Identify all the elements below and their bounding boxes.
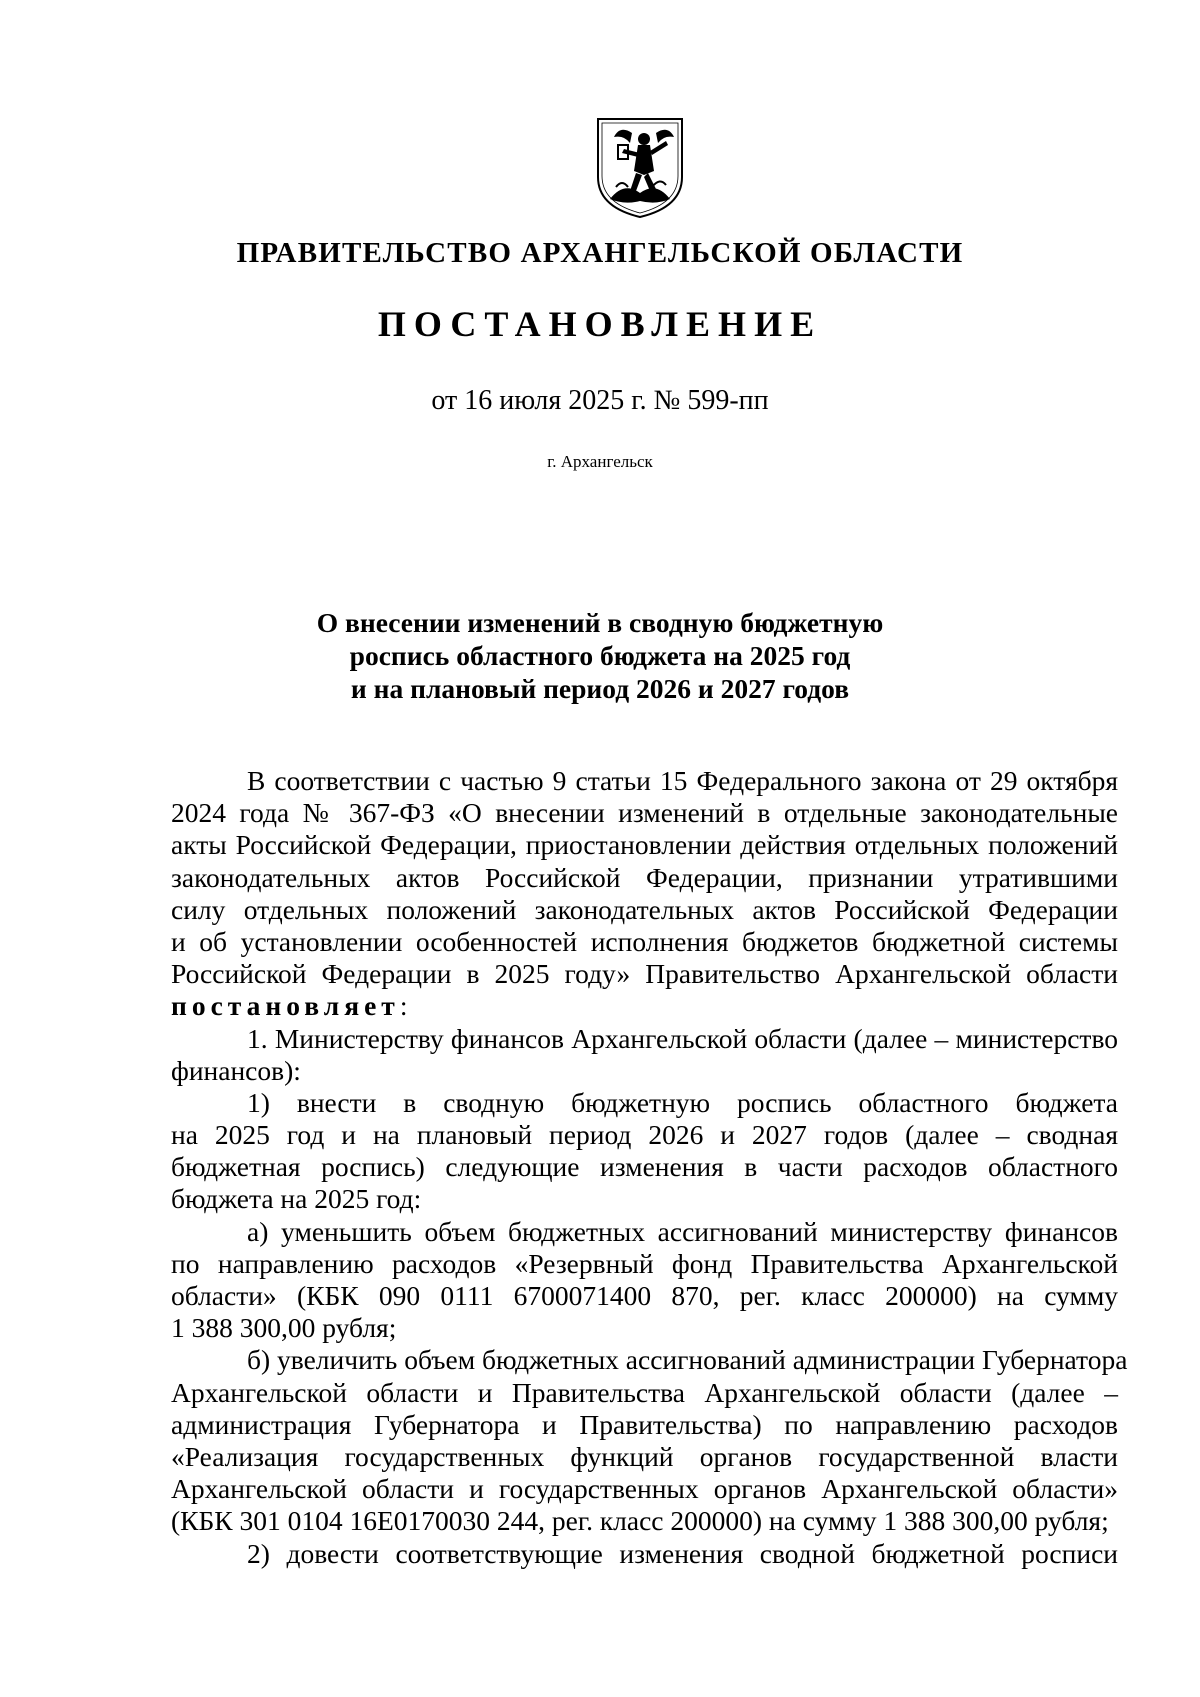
body-line: акты Российской Федерации, приостановлении действия отдельных положений: [171, 829, 1118, 861]
body-line: Архангельской области и государственных органов Архангельской области»: [171, 1473, 1118, 1505]
document-type: ПОСТАНОВЛЕНИЕ: [377, 304, 823, 344]
body-line: бюджета на 2025 год:: [171, 1183, 422, 1215]
body-line: Архангельской области и Правительства Архангельской области (далее –: [171, 1376, 1118, 1408]
body-line: Российской Федерации в 2025 году» Правительство Архангельской области: [171, 958, 1118, 990]
body-line: (КБК 301 0104 16Е0170030 244, рег. класс 200000) на сумму 1 388 300,00 рубля;: [171, 1505, 1109, 1537]
body-line: по направлению расходов «Резервный фонд Правительства Архангельской: [171, 1247, 1118, 1279]
resolves-line: [171, 990, 1118, 1022]
body-line: администрация Губернатора и Правительства) по направлению расходов: [171, 1408, 1118, 1440]
body-line: 1) внести в сводную бюджетную роспись областного бюджета: [247, 1086, 1118, 1118]
government-name: ПРАВИТЕЛЬСТВО АРХАНГЕЛЬСКОЙ ОБЛАСТИ: [236, 237, 964, 269]
body-line: 2024 года № 367-ФЗ «О внесении изменений в отдельные законодательные: [171, 797, 1118, 829]
arkhangelsk-coat-of-arms-icon: [594, 115, 686, 220]
body-line: б) увеличить объем бюджетных ассигнований администрации Губернатора: [247, 1344, 1128, 1376]
document-city: г. Архангельск: [547, 452, 653, 471]
body-line: финансов):: [171, 1054, 301, 1086]
document-subject: [0, 606, 1200, 705]
body-line: бюджетная роспись) следующие изменения в части расходов областного: [171, 1151, 1118, 1183]
resolves-colon: :: [399, 990, 408, 1022]
body-line: на 2025 год и на плановый период 2026 и 2027 годов (далее – сводная: [171, 1119, 1118, 1151]
subject-line: роспись областного бюджета на 2025 год: [349, 640, 851, 671]
body-line: и об установлении особенностей исполнения бюджетов бюджетной системы: [171, 925, 1118, 957]
document-body: [171, 765, 1128, 1570]
document-date-number: от 16 июля 2025 г. № 599-пп: [431, 385, 769, 416]
subject-line: и на плановый период 2026 и 2027 годов: [350, 673, 850, 704]
resolves-word: постановляет: [171, 990, 400, 1022]
subject-line: О внесении изменений в сводную бюджетную: [316, 607, 884, 638]
body-line: а) уменьшить объем бюджетных ассигнований министерству финансов: [247, 1215, 1118, 1247]
body-line: В соответствии с частью 9 статьи 15 Федерального закона от 29 октября: [247, 765, 1118, 796]
body-line: 1. Министерству финансов Архангельской области (далее – министерство: [247, 1022, 1118, 1054]
body-line: «Реализация государственных функций органов государственной власти: [171, 1440, 1118, 1472]
body-line: силу отдельных положений законодательных актов Российской Федерации: [171, 893, 1118, 925]
body-line: 2) довести соответствующие изменения сводной бюджетной росписи: [247, 1537, 1118, 1569]
body-line: законодательных актов Российской Федерации, признании утратившими: [171, 861, 1118, 893]
body-line: 1 388 300,00 рубля;: [171, 1312, 397, 1344]
body-line: области» (КБК 090 0111 6700071400 870, рег. класс 200000) на сумму: [171, 1280, 1118, 1311]
